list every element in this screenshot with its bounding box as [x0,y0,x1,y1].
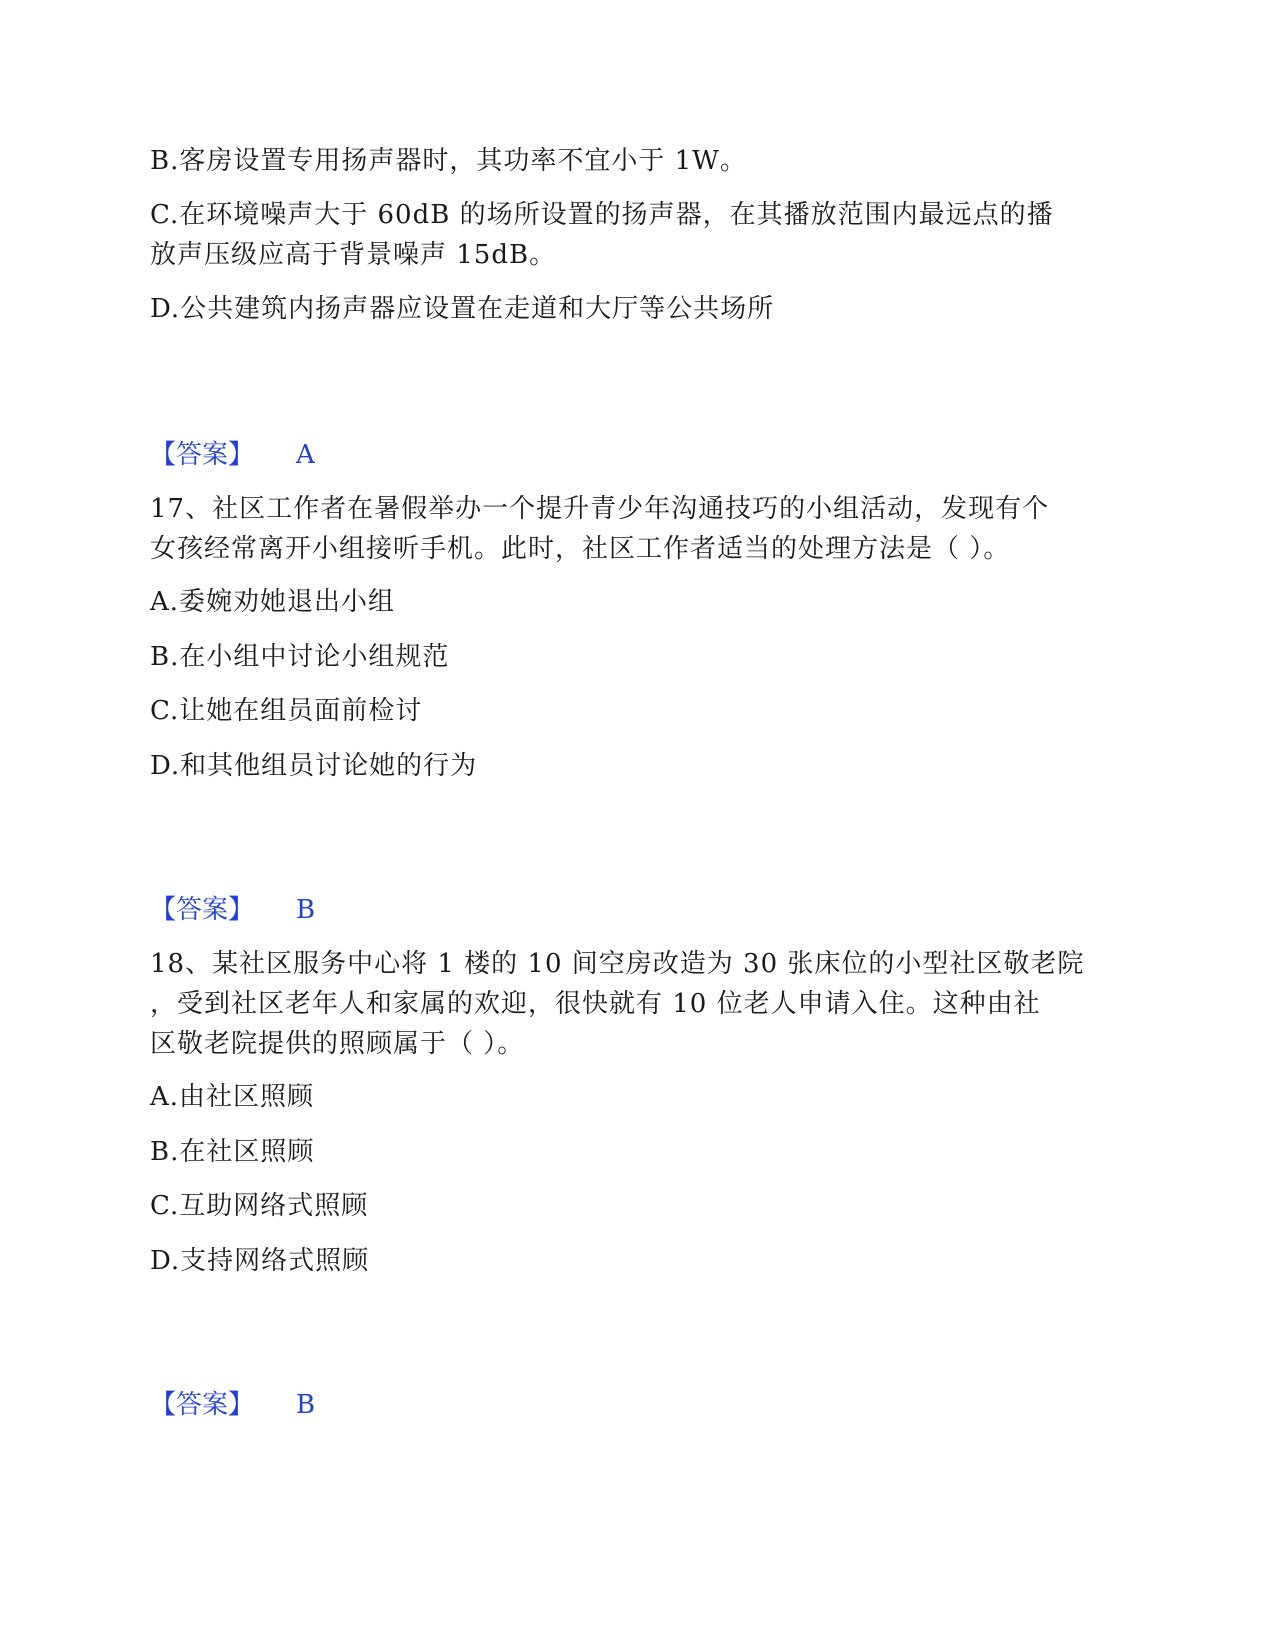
answer-label: 【答案】 [150,895,255,925]
answer-label: 【答案】 [150,440,255,470]
answer-label: 【答案】 [150,1390,255,1420]
q16-option-c-line2: 放声压级应高于背景噪声 15dB。 [150,240,557,270]
q18-stem-line1: 18、某社区服务中心将 1 楼的 10 间空房改造为 30 张床位的小型社区敬老院 [150,949,1085,979]
q17-option-b: B.在小组中讨论小组规范 [150,642,450,672]
q18-option-a: A.由社区照顾 [150,1082,315,1112]
q17-option-c: C.让她在组员面前检讨 [150,696,423,726]
q18-stem-line2: ，受到社区老年人和家属的欢迎，很快就有 10 位老人申请入住。这种由社 [150,989,1041,1019]
q17-option-d: D.和其他组员讨论她的行为 [150,751,478,781]
answer-value: B [296,1390,316,1420]
q18-option-b: B.在社区照顾 [150,1137,315,1167]
q18-option-d: D.支持网络式照顾 [150,1246,370,1276]
q17-stem-line2: 女孩经常离开小组接听手机。此时，社区工作者适当的处理方法是（ ）。 [150,534,1011,564]
q18-stem-line3: 区敬老院提供的照顾属于（ ）。 [150,1029,525,1059]
q18-option-c: C.互助网络式照顾 [150,1191,369,1221]
q18-answer [150,1385,315,1425]
q17-answer [150,890,315,930]
q17-option-a: A.委婉劝她退出小组 [150,587,396,617]
answer-value: B [296,895,316,925]
q16-answer [150,435,315,475]
q16-option-b: B.客房设置专用扬声器时，其功率不宜小于 1W。 [150,146,747,176]
q16-option-c-line1: C.在环境噪声大于 60dB 的场所设置的扬声器，在其播放范围内最远点的播 [150,200,1054,230]
q16-option-d: D.公共建筑内扬声器应设置在走道和大厅等公共场所 [150,294,775,324]
answer-value: A [296,440,315,470]
q17-stem-line1: 17、社区工作者在暑假举办一个提升青少年沟通技巧的小组活动，发现有个 [150,494,1050,524]
